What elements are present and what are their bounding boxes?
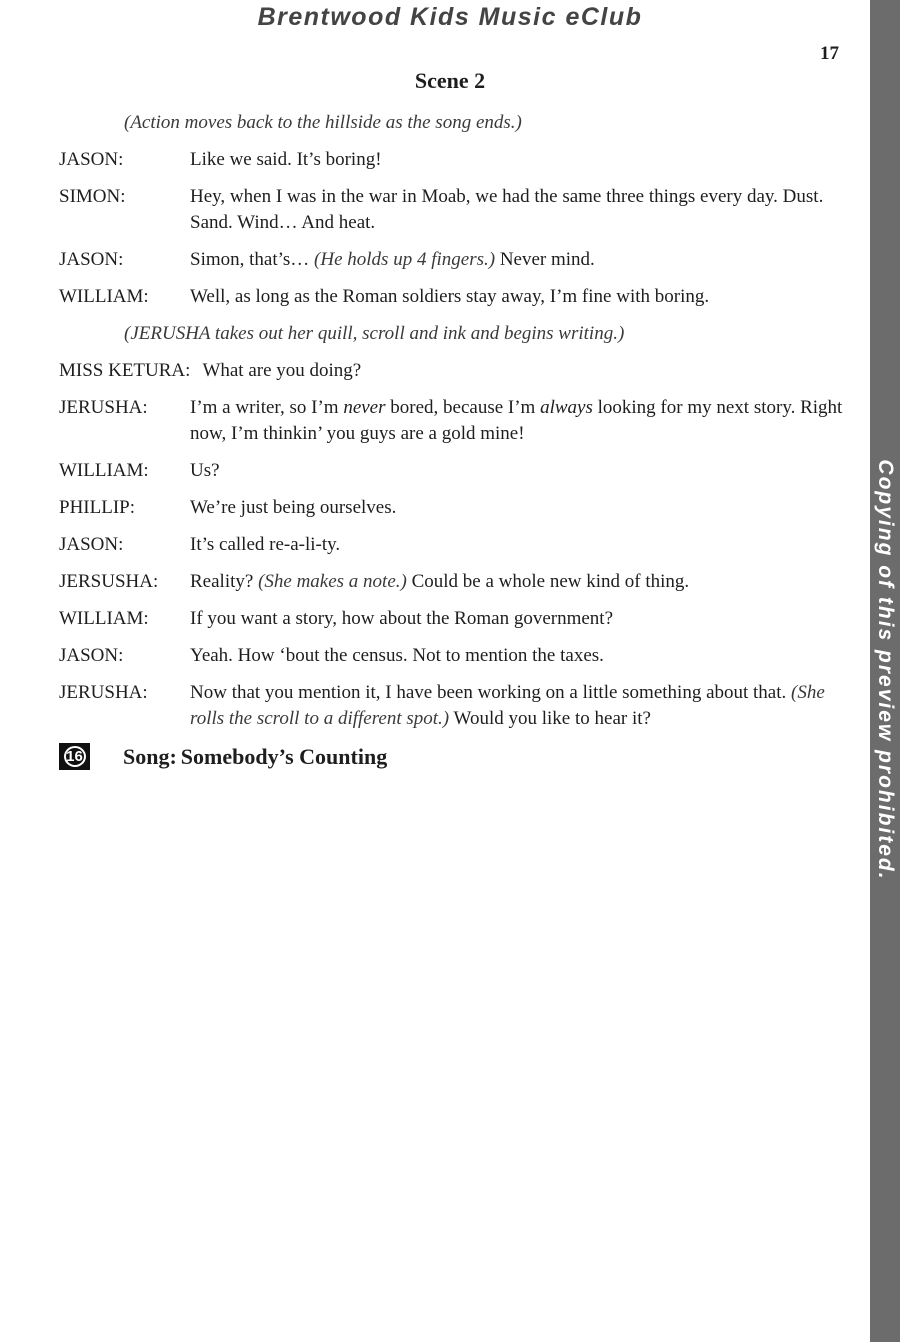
- speaker: WILLIAM:: [59, 608, 149, 629]
- speech-text: I’m a writer, so I’m: [190, 397, 344, 418]
- speech-text: looking for my next story. Right now, I’m thinkin’ you guys are a gold mine!: [190, 397, 843, 444]
- speech: [190, 569, 844, 595]
- speaker: WILLIAM:: [59, 286, 149, 307]
- header-title: Brentwood Kids Music eClub: [257, 3, 643, 31]
- speech: [190, 680, 844, 732]
- song-title: Somebody’s Counting: [180, 743, 388, 769]
- speech: Yeah. How ‘bout the census. Not to mention the taxes.: [190, 645, 604, 666]
- track-number: 16: [64, 746, 86, 767]
- emphasis: always: [540, 397, 593, 418]
- speech: Hey, when I was in the war in Moab, we had the same three things every day. Dust. Sand. Wind… And heat.: [190, 186, 824, 233]
- speaker: MISS KETURA:: [59, 360, 191, 381]
- dialogue-line: [59, 495, 844, 521]
- speech: It’s called re-a-li-ty.: [190, 534, 341, 555]
- track-number-icon: [59, 743, 90, 770]
- dialogue-line: [59, 247, 844, 273]
- dialogue-line: [59, 680, 844, 732]
- inline-stage-direction: (She rolls the scroll to a different spot.): [190, 682, 825, 729]
- speech-text: bored, because I’m: [385, 397, 541, 418]
- speech-text: Would you like to hear it?: [449, 708, 651, 729]
- speaker: SIMON:: [59, 186, 126, 207]
- speech: [190, 395, 844, 447]
- speaker: WILLIAM:: [59, 460, 149, 481]
- dialogue-line: [59, 358, 844, 384]
- speech-text: Never mind.: [495, 249, 595, 270]
- speaker: JASON:: [59, 249, 124, 270]
- copy-notice: Copying of this preview prohibited.: [874, 459, 897, 881]
- speech: We’re just being ourselves.: [190, 497, 397, 518]
- speech-text: Simon, that’s…: [190, 249, 315, 270]
- speaker: JASON:: [59, 149, 124, 170]
- dialogue-line: [59, 458, 844, 484]
- inline-stage-direction: (He holds up 4 fingers.): [314, 249, 496, 270]
- speaker: JASON:: [59, 645, 124, 666]
- dialogue-line: [59, 606, 844, 632]
- speaker: PHILLIP:: [59, 497, 135, 518]
- speaker: JERUSHA:: [59, 397, 148, 418]
- speech: Us?: [190, 460, 220, 481]
- emphasis: never: [343, 397, 386, 418]
- speech-text: Could be a whole new kind of thing.: [406, 571, 690, 592]
- dialogue-line: [59, 147, 844, 173]
- speech: Like we said. It’s boring!: [190, 149, 382, 170]
- dialogue-line: [59, 284, 844, 310]
- speech: [190, 247, 844, 273]
- song-label: Song:: [123, 743, 177, 769]
- dialogue-line: [59, 532, 844, 558]
- song-heading: [59, 743, 844, 770]
- stage-direction: (JERUSHA takes out her quill, scroll and ink and begins writing.): [124, 323, 625, 344]
- speaker: JERSUSHA:: [59, 571, 159, 592]
- speech: If you want a story, how about the Roman government?: [190, 608, 614, 629]
- page-number: 17: [820, 43, 839, 64]
- dialogue-line: [59, 184, 844, 236]
- speech-text: Reality?: [190, 571, 259, 592]
- script-body: [59, 110, 844, 770]
- speech-text: Now that you mention it, I have been working on a little something about that.: [190, 682, 792, 703]
- stage-direction: (Action moves back to the hillside as the song ends.): [124, 112, 522, 133]
- dialogue-line: [59, 643, 844, 669]
- scene-title: Scene 2: [414, 68, 486, 93]
- speech: Well, as long as the Roman soldiers stay away, I’m fine with boring.: [190, 286, 710, 307]
- dialogue-line: [59, 395, 844, 447]
- dialogue-line: [59, 569, 844, 595]
- speech: What are you doing?: [202, 360, 362, 381]
- speaker: JERUSHA:: [59, 682, 148, 703]
- inline-stage-direction: (She makes a note.): [258, 571, 407, 592]
- speaker: JASON:: [59, 534, 124, 555]
